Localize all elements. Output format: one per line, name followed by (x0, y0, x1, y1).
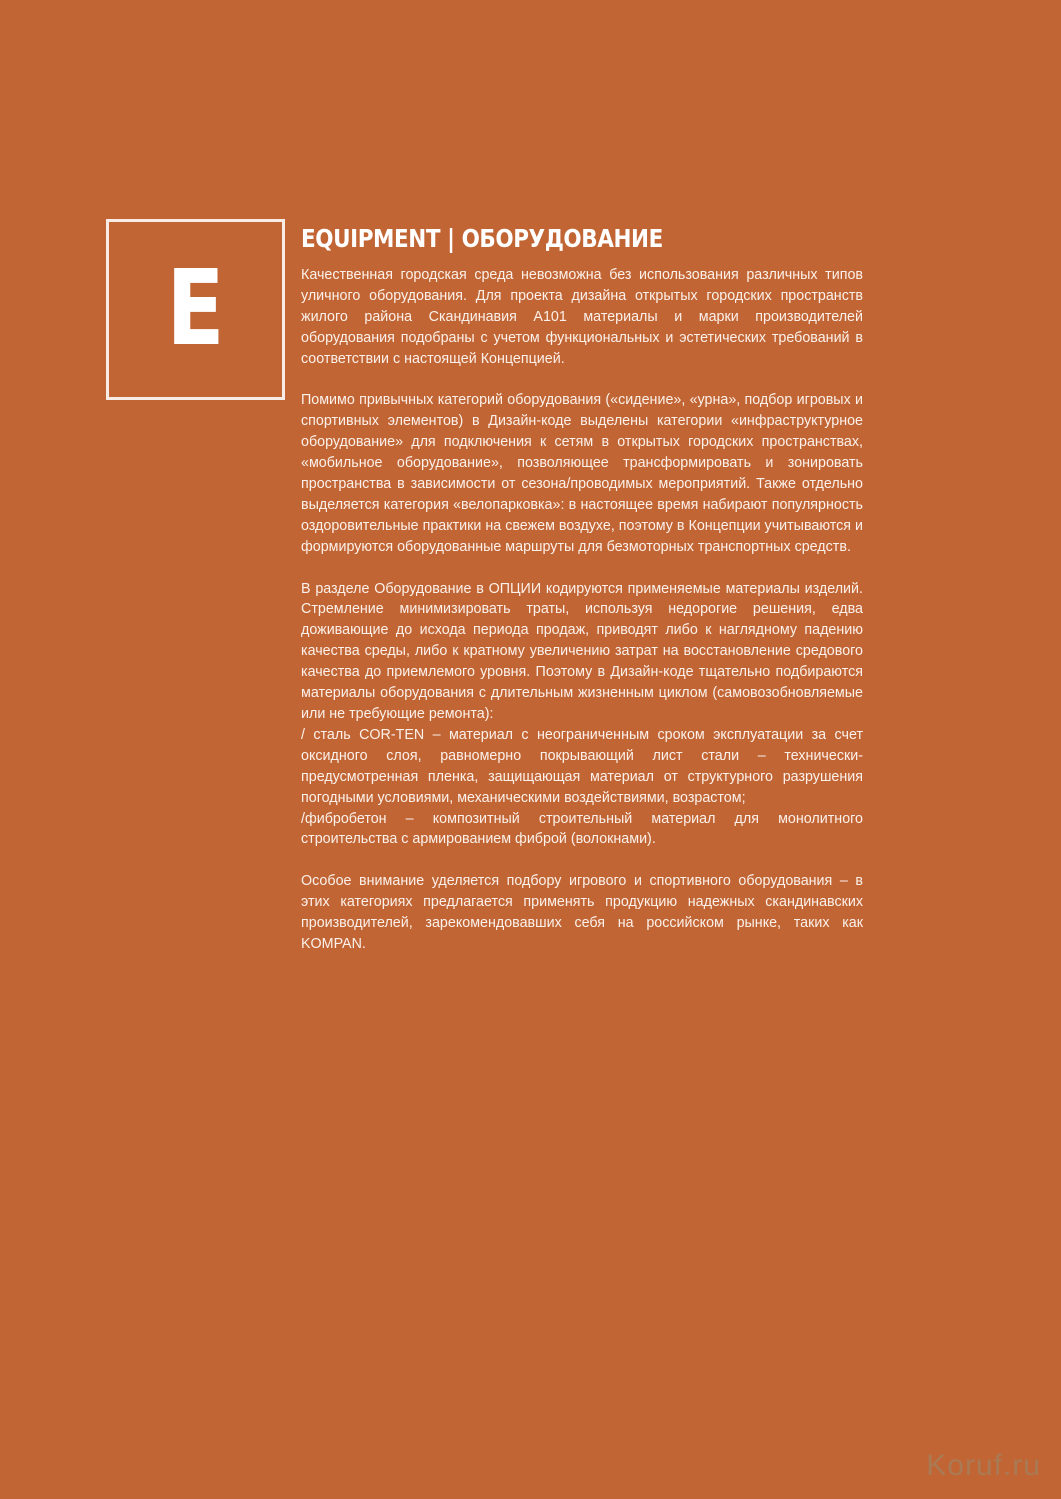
materials-list-item-fiber-concrete: /фибробетон – композитный строительный материал для монолитного строительства с армированием фиброй (волокнами). (301, 810, 863, 848)
paragraph-categories: Помимо привычных категорий оборудования («сидение», «урна», подбор игровых и спортивных элементов) в Дизайн-коде выделены категории «инфраструктурное оборудование» для подключения к сетям в открытых городских пространствах, «мобильное оборудование», позволяющее трансформировать и зонировать пространства в зависимости от сезона/проводимых мероприятий. Также отдельно выделяется категория «велопарковка»: в настоящее время набирают популярность оздоровительные практики на свежем воздухе, поэтому в Концепции учитываются и формируются оборудованные маршруты для безмоторных транспортных средств. (301, 392, 863, 555)
materials-list-item-corten: / сталь COR-TEN – материал с неограниченным сроком эксплуатации за счет оксидного слоя, равномерно покрывающий лист стали – технически-предусмотренная пленка, защищающая материал от структурного разрушения погодными условиями, механическими воздействиями, возрастом; (301, 726, 863, 806)
materials-text: В разделе Оборудование в ОПЦИИ кодируются применяемые материалы изделий. Стремление минимизировать траты, используя недорогие решения, едва доживающие до исхода периода продаж, приводят либо к наглядному падению качества среды, либо к кратному увеличению затрат на восстановление средового качества до приемлемого уровня. Поэтому в Дизайн-коде тщательно подбираются материалы оборудования с длительным жизненным циклом (самовозобновляемые или не требующие ремонта): (301, 580, 863, 722)
section-letter: E (166, 246, 225, 369)
section-content (301, 224, 863, 976)
paragraph-play-equipment: Особое внимание уделяется подбору игрового и спортивного оборудования – в этих категориях предлагается применять продукцию надежных скандинавских производителей, зарекомендовавших себя на российском рынке, таких как KOMPAN. (301, 873, 863, 952)
watermark: Koruf.ru (926, 1449, 1041, 1482)
section-title: EQUIPMENT | ОБОРУДОВАНИЕ (301, 224, 663, 253)
paragraph-intro: Качественная городская среда невозможна без использования различных типов уличного оборудования. Для проекта дизайна открытых городских пространств жилого района Скандинавия А101 материалы и марки производителей оборудования подобраны с учетом функциональных и эстетических требований в соответствии с настоящей Концепцией. (301, 267, 863, 367)
section-letter-badge (106, 219, 285, 400)
paragraph-materials (301, 579, 863, 851)
